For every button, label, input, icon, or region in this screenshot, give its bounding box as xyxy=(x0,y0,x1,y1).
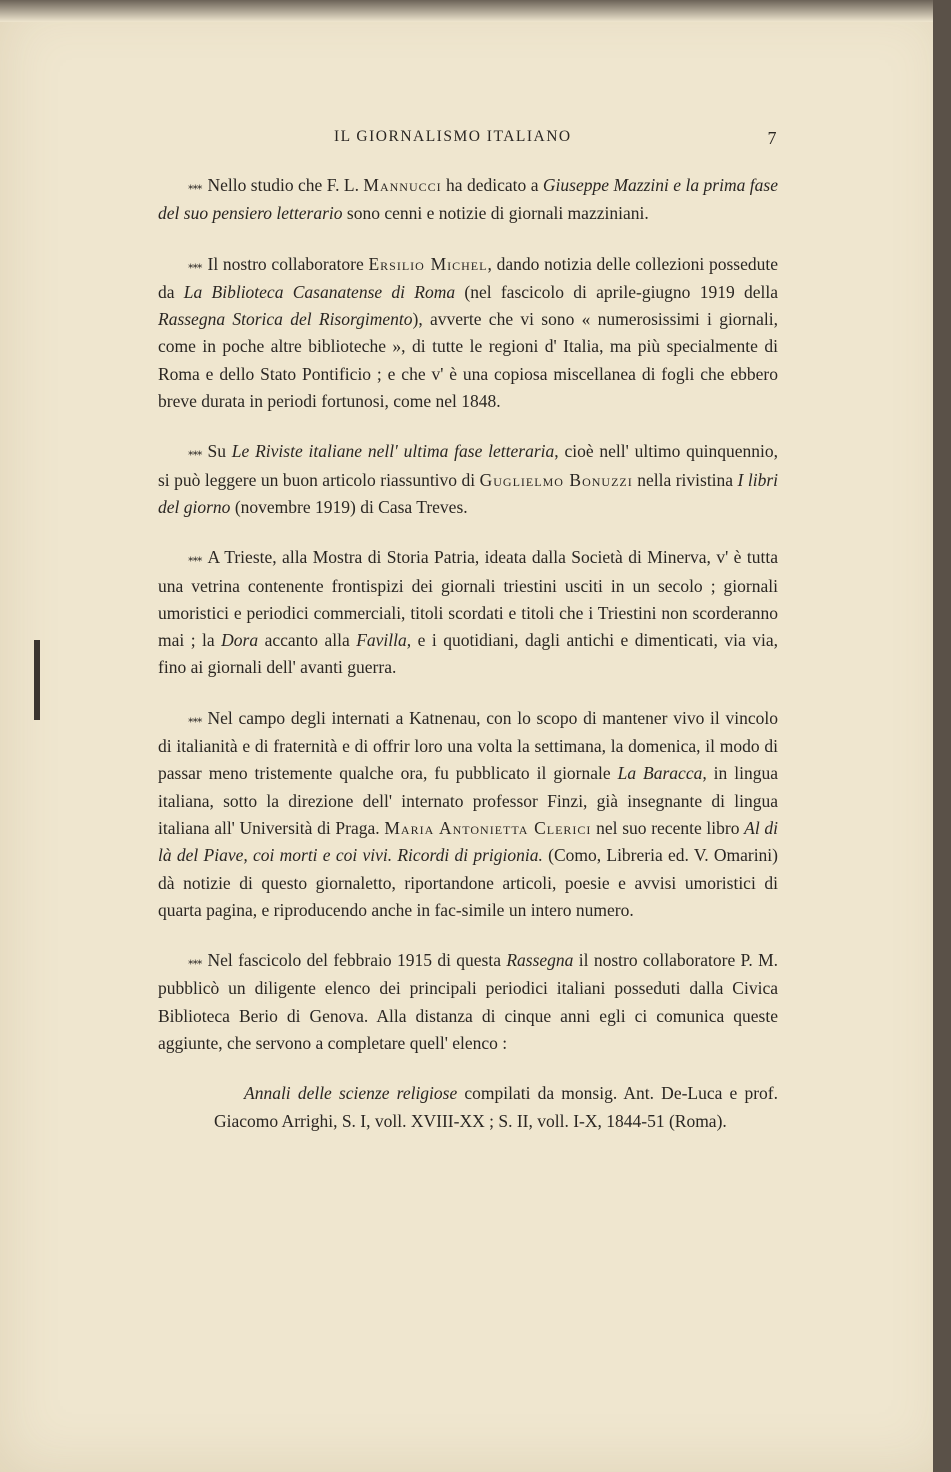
asterism-icon: ⁎⁎⁎ xyxy=(188,258,202,271)
list-item: Annali delle scienze religiose compilati da monsig. Ant. De-Luca e prof. Giacomo Arrighi, S. I, voll. XVIII-XX ; S. II, voll. I-X, 1844-51 (Roma). xyxy=(214,1083,778,1131)
binding-mark xyxy=(34,640,40,720)
work-title: Rassegna Storica del Risorgimento xyxy=(158,309,413,330)
paragraph-5: ⁎⁎⁎ Nel campo degli internati a Katnenau, con lo scopo di mantener vivo il vincolo di italianità e di fraternità e di offrir loro una volta la settimana, la domenica, il modo di passar meno tristemente qualche ora, fu pubblicato il giornale La Baracca, in lingua italiana, sotto la direzione dell' internato professor Finzi, già insegnante di lingua italiana all' Università di Praga. Maria Antonietta Clerici nel suo recente libro Al di là del Piave, coi morti e coi vivi. Ricordi di prigionia. (Como, Libreria ed. V. Omarini) dà notizie di questo giornaletto, riportandone articoli, poesie e avvisi umoristici di quarta pagina, e riproducendo anche in fac-simile un intero numero. xyxy=(158,707,779,920)
asterism-icon: ⁎⁎⁎ xyxy=(188,552,202,565)
work-title: Dora xyxy=(221,630,259,651)
work-title: Favilla, xyxy=(356,630,412,651)
asterism-icon: ⁎⁎⁎ xyxy=(188,180,202,192)
page-top-edge xyxy=(0,0,951,22)
author-name: Ersilio Michel xyxy=(368,253,488,274)
body-text xyxy=(158,172,778,1158)
work-title: La Biblioteca Casanatense di Roma xyxy=(183,281,456,302)
work-title: Annali delle scienze religiose xyxy=(244,1083,458,1104)
author-name: Mannucci xyxy=(363,175,442,195)
work-title: I libri del giorno xyxy=(158,469,779,517)
asterism-icon: ⁎⁎⁎ xyxy=(188,446,202,459)
work-title: La Baracca, xyxy=(617,763,707,784)
work-title: Le Riviste italiane nell' ultima fase letteraria xyxy=(231,441,555,462)
running-title: IL GIORNALISMO ITALIANO xyxy=(334,128,572,145)
paragraph-2: ⁎⁎⁎ Il nostro collaboratore Ersilio Michel, dando notizia delle collezioni possedute da La Biblioteca Casanatense di Roma (nel fascicolo di aprile-giugno 1919 della Rassegna Storica del Risorgimento), avverte che vi sono « numerosissimi i giornali, come in poche altre biblioteche », di tutte le regioni d' Italia, ma più specialmente di Roma e dello Stato Pontificio ; e che v' è una copiosa miscellanea di fogli che ebbero breve durata in periodi fortunosi, come nel 1848. xyxy=(158,253,778,412)
author-name: Maria Antonietta Clerici xyxy=(384,817,592,838)
paragraph-6: ⁎⁎⁎ Nel fascicolo del febbraio 1915 di questa Rassegna il nostro collaboratore P. M. pubblicò un diligente elenco dei principali periodici italiani posseduti dalla Civica Biblioteca Berio di Genova. Alla distanza di cinque anni egli ci comunica queste aggiunte, che servono a completare quell' elenco : xyxy=(158,950,779,1054)
paragraph-4: ⁎⁎⁎ A Trieste, alla Mostra di Storia Patria, ideata dalla Società di Minerva, v' è tutta una vetrina contenente frontispizi dei giornali triestini usciti in un secolo ; giornali umoristici e periodici commerciali, titoli scordati e titoli che i Triestini non scorderanno mai ; la Dora accanto alla Favilla, e i quotidiani, dagli antichi e dimenticati, via via, fino ai giornali dell' avanti guerra. xyxy=(158,547,778,678)
page-number: 7 xyxy=(767,128,778,148)
work-title: Al di là del Piave, coi morti e coi vivi. Ricordi di prigionia. xyxy=(158,817,779,866)
page-right-edge xyxy=(933,0,951,1472)
paragraph-3: ⁎⁎⁎ Su Le Riviste italiane nell' ultima fase letteraria, cioè nell' ultimo quinquennio, si può leggere un buon articolo riassuntivo di Guglielmo Bonuzzi nella rivistina I libri del giorno (novembre 1919) di Casa Treves. xyxy=(158,441,779,517)
asterism-icon: ⁎⁎⁎ xyxy=(188,712,202,725)
asterism-icon: ⁎⁎⁎ xyxy=(188,955,202,968)
author-name: Guglielmo Bonuzzi xyxy=(479,469,633,490)
work-title: Giuseppe Mazzini e la prima fase del suo pensiero letterario xyxy=(158,175,778,224)
paragraph-1: ⁎⁎⁎ Nello studio che F. L. Mannucci ha dedicato a Giuseppe Mazzini e la prima fase del suo pensiero letterario sono cenni e notizie di giornali mazziniani. xyxy=(158,175,778,224)
work-title: Rassegna xyxy=(506,950,574,971)
